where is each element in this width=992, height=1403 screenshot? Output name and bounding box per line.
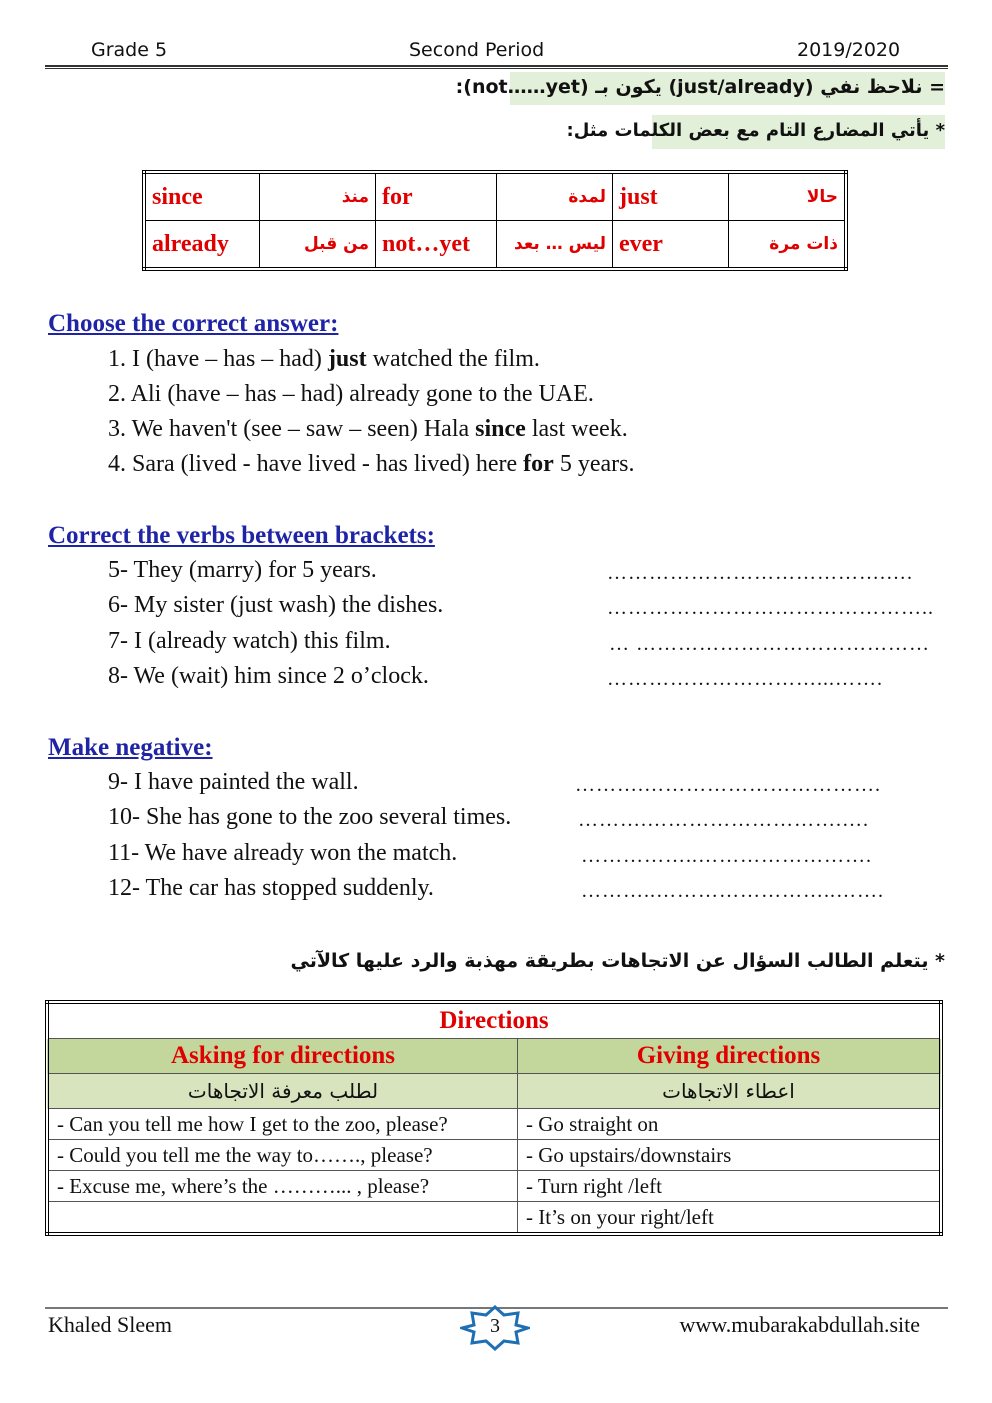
negative-item: 12- The car has stopped suddenly. <box>108 875 434 901</box>
correct-item: 8- We (wait) him since 2 o’clock. <box>108 663 429 689</box>
table-row <box>47 1074 941 1109</box>
negative-heading: Make negative: <box>48 734 213 761</box>
word-en: since <box>144 172 260 221</box>
directions-title: Directions <box>47 1002 941 1039</box>
answer-blank[interactable]: …………………………...……. <box>607 668 883 690</box>
answer-blank[interactable]: ………..……………………..……. <box>581 880 884 902</box>
year-label: 2019/2020 <box>797 39 901 61</box>
negation-note: = نلاحظ نفي (just/already) يكون بـ (not……yet): <box>510 72 945 105</box>
author-name: Khaled Sleem <box>48 1312 173 1337</box>
item-text: 2. Ali (have – has – had) already gone to the UAE. <box>108 381 594 407</box>
table-row <box>144 221 846 270</box>
word-en: already <box>144 221 260 270</box>
item-text: last week. <box>525 416 628 442</box>
word-en: ever <box>613 221 729 270</box>
page-number: 3 <box>490 1315 500 1337</box>
giving-phrase: - It’s on your right/left <box>518 1202 942 1235</box>
header-rule <box>45 65 948 67</box>
word-ar <box>260 221 376 270</box>
word-ar <box>497 172 613 221</box>
giving-phrase: - Go straight on <box>518 1109 942 1140</box>
correct-item: 6- My sister (just wash) the dishes. <box>108 592 444 618</box>
item-keyword: for <box>523 451 554 477</box>
asking-phrase: - Excuse me, where’s the ………... , please? <box>47 1171 518 1202</box>
word-ar <box>729 221 847 270</box>
giving-header: Giving directions <box>518 1039 942 1074</box>
negative-item: 11- We have already won the match. <box>108 840 458 866</box>
item-keyword: just <box>327 346 367 372</box>
table-row <box>47 1002 941 1039</box>
giving-phrase: - Go upstairs/downstairs <box>518 1140 942 1171</box>
word-ar-text: من قبل <box>304 234 369 254</box>
grade-label: Grade 5 <box>91 39 168 61</box>
answer-blank[interactable]: … …………………………………… <box>609 633 930 655</box>
asking-header: Asking for directions <box>47 1039 518 1074</box>
item-text: watched the film. <box>366 346 540 372</box>
table-row <box>47 1171 941 1202</box>
giving-phrase: - Turn right /left <box>518 1171 942 1202</box>
giving-header-ar: اعطاء الاتجاهات <box>518 1074 942 1109</box>
page-number-star-icon <box>460 1305 530 1351</box>
usage-note: * يأتي المضارع التام مع بعض الكلمات مثل: <box>652 115 945 149</box>
word-en: just <box>613 172 729 221</box>
choose-item <box>108 416 628 443</box>
item-text: 1. I (have – has – had) <box>108 346 328 372</box>
word-ar-text: ليس … بعد <box>514 234 606 254</box>
directions-note: * يتعلم الطالب السؤال عن الاتجاهات بطريقة مهذبة والرد عليها كالآتي <box>290 950 945 972</box>
word-ar <box>729 172 847 221</box>
asking-phrase <box>47 1202 518 1235</box>
choose-item <box>108 346 540 373</box>
answer-blank[interactable]: ……….……………………………. <box>575 774 881 796</box>
word-ar-text: حالا <box>806 187 838 207</box>
header-rule-thin <box>45 68 948 69</box>
word-ar <box>260 172 376 221</box>
choose-heading: Choose the correct answer: <box>48 310 339 337</box>
item-text: 5 years. <box>553 451 635 477</box>
period-label: Second Period <box>409 39 545 61</box>
correct-heading: Correct the verbs between brackets: <box>48 522 435 549</box>
negative-item: 9- I have painted the wall. <box>108 769 359 795</box>
table-row <box>47 1202 941 1235</box>
table-row <box>144 172 846 221</box>
answer-blank[interactable]: ………………………………….…. <box>607 562 913 584</box>
word-en: for <box>376 172 497 221</box>
asking-phrase: - Could you tell me the way to……., please? <box>47 1140 518 1171</box>
word-ar-text: لمدة <box>568 187 606 207</box>
item-keyword: since <box>475 416 526 442</box>
table-row <box>47 1109 941 1140</box>
negative-item: 10- She has gone to the zoo several times. <box>108 804 512 830</box>
item-text: 4. Sara (lived - have lived - has lived) here <box>108 451 524 477</box>
website-link[interactable]: www.mubarakabdullah.site <box>679 1312 920 1337</box>
asking-phrase: - Can you tell me how I get to the zoo, please? <box>47 1109 518 1140</box>
vocabulary-table <box>142 170 848 271</box>
correct-item: 5- They (marry) for 5 years. <box>108 557 377 583</box>
choose-item <box>108 381 594 408</box>
asking-header-ar: لطلب معرفة الاتجاهات <box>47 1074 518 1109</box>
answer-blank[interactable]: ……………..……………………. <box>581 845 872 867</box>
answer-blank[interactable]: ……….……………………….…. <box>578 809 869 831</box>
word-ar <box>497 221 613 270</box>
directions-table <box>45 1000 943 1236</box>
word-ar-text: ذات مرة <box>769 234 838 254</box>
correct-item: 7- I (already watch) this film. <box>108 628 391 654</box>
table-row <box>47 1039 941 1074</box>
word-en: not…yet <box>376 221 497 270</box>
table-row <box>47 1140 941 1171</box>
answer-blank[interactable]: ……………………………………….. <box>607 597 934 619</box>
choose-item <box>108 451 634 478</box>
word-ar-text: منذ <box>341 187 369 207</box>
item-text: 3. We haven't (see – saw – seen) Hala <box>108 416 476 442</box>
